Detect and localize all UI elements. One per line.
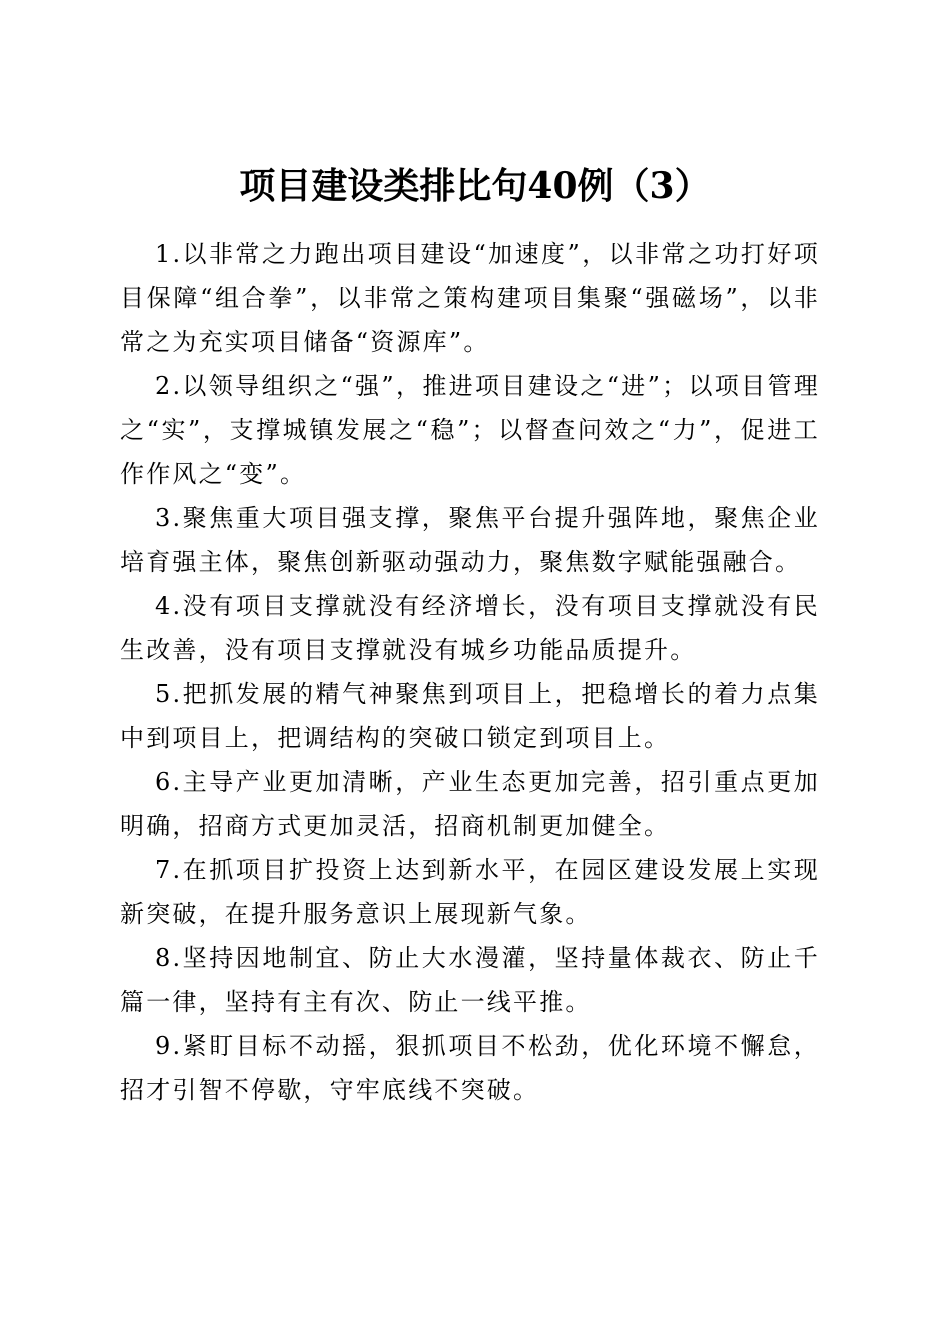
list-item-6: 6.主导产业更加清晰，产业生态更加完善，招引重点更加明确，招商方式更加灵活，招商机制更加健全。 xyxy=(120,768,820,840)
list-item-9: 9.紧盯目标不动摇，狠抓项目不松劲，优化环境不懈怠，招才引智不停歇，守牢底线不突破。 xyxy=(120,1032,820,1104)
list-item-4: 4.没有项目支撑就没有经济增长，没有项目支撑就没有民生改善，没有项目支撑就没有城乡功能品质提升。 xyxy=(120,592,820,664)
list-item-8: 8.坚持因地制宜、防止大水漫灌，坚持量体裁衣、防止千篇一律，坚持有主有次、防止一线平推。 xyxy=(120,944,820,1016)
list-item-2: 2.以领导组织之“强”，推进项目建设之“进”；以项目管理之“实”，支撑城镇发展之“稳”；以督查问效之“力”，促进工作作风之“变”。 xyxy=(120,372,820,488)
document-body xyxy=(120,232,820,1112)
list-item-1: 1.以非常之力跑出项目建设“加速度”，以非常之功打好项目保障“组合拳”，以非常之策构建项目集聚“强磁场”，以非常之为充实项目储备“资源库”。 xyxy=(120,240,820,356)
list-item-5: 5.把抓发展的精气神聚焦到项目上，把稳增长的着力点集中到项目上，把调结构的突破口锁定到项目上。 xyxy=(120,680,820,752)
list-item-3: 3.聚焦重大项目强支撑，聚焦平台提升强阵地，聚焦企业培育强主体，聚焦创新驱动强动力，聚焦数字赋能强融合。 xyxy=(120,504,820,576)
list-item-7: 7.在抓项目扩投资上达到新水平，在园区建设发展上实现新突破，在提升服务意识上展现新气象。 xyxy=(120,856,820,928)
document-title: 项目建设类排比句40例（3） xyxy=(239,165,711,208)
